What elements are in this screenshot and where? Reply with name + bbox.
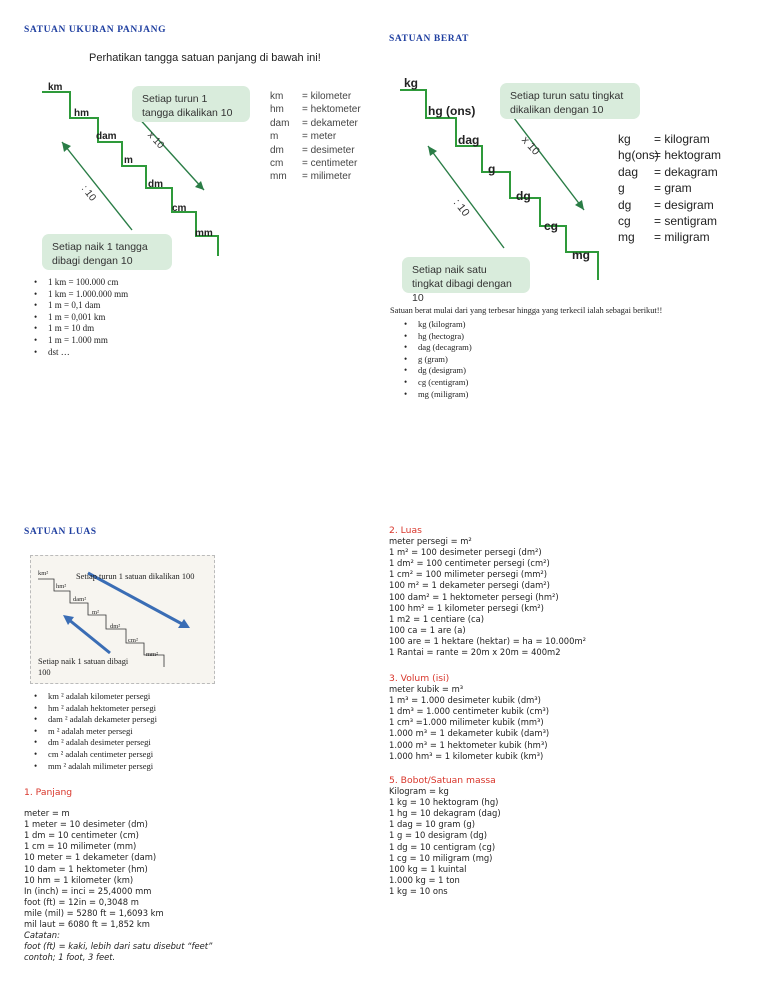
text-line: 1 dag = 10 gram (g) — [389, 819, 475, 830]
text-line: 10 hm = 1 kilometer (km) — [24, 874, 134, 885]
luas-step-m2: m² — [92, 609, 100, 616]
section-heading: 1. Panjang — [24, 787, 73, 798]
berat-step-kg: kg — [404, 76, 419, 90]
note-line: Catatan: — [24, 930, 60, 941]
list-item: • hg (hectogra) — [400, 331, 472, 343]
berat-step-dg: dg — [516, 189, 531, 203]
list-item: • 1 m = 0,1 dam — [30, 300, 128, 312]
section-heading: 5. Bobot/Satuan massa — [389, 775, 496, 786]
luas-step-cm2: cm² — [128, 637, 138, 644]
berat-x10-label: x 10 — [518, 134, 542, 158]
berat-step-hg: hg (ons) — [428, 104, 476, 118]
section-bobot — [389, 775, 501, 897]
legend-row: cm = centimeter — [270, 158, 358, 170]
legend-row: hg(ons)= hektogram — [618, 148, 722, 163]
text-line: foot (ft) = 12in = 0,3048 m — [24, 896, 139, 907]
text-line: 1 dg = 10 centigram (cg) — [389, 841, 496, 852]
list-item: • dm ² adalah desimeter persegi — [30, 737, 157, 749]
panjang-step-dam: dam — [96, 131, 117, 142]
luas-step-dm2: dm² — [110, 623, 121, 630]
text-line: 1 m2 = 1 centiare (ca) — [389, 613, 484, 624]
list-item: • 1 m = 0,001 km — [30, 312, 128, 324]
berat-callout-down: Setiap turun satu tingkat dikalikan dengan 10 — [500, 83, 640, 119]
text-line: meter = m — [24, 808, 70, 819]
berat-callout-up: Setiap naik satu tingkat dibagi dengan 10 — [402, 257, 530, 293]
panjang-x10-label: x 10 — [145, 129, 166, 152]
text-line: 1.000 kg = 1 ton — [389, 874, 460, 885]
section-heading: 2. Luas — [389, 525, 422, 536]
text-line: 100 hm² = 1 kilometer persegi (km²) — [389, 602, 544, 613]
panjang-callout-down: Setiap turun 1 tangga dikalikan 10 — [132, 86, 250, 122]
list-item: • cm ² adalah centimeter persegi — [30, 749, 157, 761]
text-line: meter persegi = m² — [389, 536, 472, 547]
note-line: foot (ft) = kaki, lebih dari satu disebut “feet” — [24, 941, 213, 952]
luas-step-hm2: hm² — [56, 583, 67, 590]
note-line: contoh; 1 foot, 3 feet. — [24, 952, 116, 963]
legend-row: mm = milimeter — [270, 171, 352, 183]
legend-row: hm = hektometer — [270, 104, 361, 116]
list-item: • cg (centigram) — [400, 377, 472, 389]
panjang-step-m: m — [124, 155, 133, 166]
text-line: meter kubik = m³ — [389, 684, 464, 695]
list-item: • dg (desigram) — [400, 365, 472, 377]
panjang-instruction: Perhatikan tangga satuan panjang di bawah ini! — [89, 52, 321, 64]
section-luas — [389, 525, 586, 658]
luas-title: SATUAN LUAS — [24, 527, 97, 537]
text-line: 100 ca = 1 are (a) — [389, 624, 466, 635]
text-line: 10 meter = 1 dekameter (dam) — [24, 852, 157, 863]
berat-step-dag: dag — [458, 133, 480, 147]
berat-bullets — [400, 319, 472, 400]
berat-intro: Satuan berat mulai dari yang terbesar hingga yang terkecil ialah sebagai berikut!! — [390, 306, 663, 315]
text-line: 1 Rantai = rante = 20m x 20m = 400m2 — [389, 647, 561, 658]
text-line: 100 m² = 1 dekameter persegi (dam²) — [389, 580, 550, 591]
luas-up-arrow — [68, 619, 110, 653]
list-item: • mg (miligram) — [400, 389, 472, 401]
list-item: • g (gram) — [400, 354, 472, 366]
list-item: • 1 km = 1.000.000 mm — [30, 289, 128, 301]
text-line: Kilogram = kg — [389, 786, 449, 797]
berat-legend — [618, 131, 721, 246]
text-line: 1 cm³ =1.000 milimeter kubik (mm³) — [389, 717, 544, 728]
legend-row: mg = miligram — [618, 230, 710, 245]
berat-title: SATUAN BERAT — [389, 34, 469, 44]
text-line: 1 m³ = 1.000 desimeter kubik (dm³) — [389, 695, 541, 706]
legend-row: m = meter — [270, 131, 337, 143]
section-panjang — [24, 787, 212, 963]
legend-row: cg = sentigram — [618, 214, 718, 229]
panjang-step-km: km — [48, 82, 63, 93]
panjang-legend — [270, 90, 361, 184]
text-line: 1 dm² = 100 centimeter persegi (cm²) — [389, 558, 550, 569]
list-item: • km ² adalah kilometer persegi — [30, 691, 157, 703]
list-item: • 1 m = 10 dm — [30, 323, 128, 335]
text-line: 1 hg = 10 dekagram (dag) — [389, 808, 501, 819]
text-line: 1 kg = 10 hektogram (hg) — [389, 797, 499, 808]
list-item: • dst … — [30, 347, 128, 359]
section-volum — [389, 673, 549, 762]
text-line: 1 dm = 10 centimeter (cm) — [24, 830, 139, 841]
legend-row: g = gram — [618, 181, 692, 196]
text-line: 1 kg = 10 ons — [389, 885, 448, 896]
text-line: 10 dam = 1 hektometer (hm) — [24, 863, 148, 874]
legend-row: dg = desigram — [618, 197, 714, 212]
text-line: 1.000 hm³ = 1 kilometer kubik (km³) — [389, 750, 544, 761]
panjang-bullets — [30, 277, 128, 358]
berat-step-mg: mg — [572, 248, 590, 262]
luas-step-dam2: dam² — [73, 596, 87, 603]
panjang-title: SATUAN UKURAN PANJANG — [24, 25, 167, 35]
text-line: 1 g = 10 desigram (dg) — [389, 830, 488, 841]
list-item: • dag (decagram) — [400, 342, 472, 354]
luas-step-mm2: mm² — [146, 651, 159, 658]
text-line: 1 cg = 10 miligram (mg) — [389, 852, 493, 863]
text-line: 1.000 m³ = 1 hektometer kubik (hm³) — [389, 739, 548, 750]
text-line: 1 m² = 100 desimeter persegi (dm²) — [389, 547, 542, 558]
legend-row: km = kilometer — [270, 91, 352, 102]
luas-caption-down: Setiap turun 1 satuan dikalikan 100 — [76, 572, 195, 581]
text-line: 1 cm² = 100 milimeter persegi (mm²) — [389, 569, 548, 580]
berat-step-cg: cg — [544, 219, 559, 233]
text-line: In (inch) = inci = 25,4000 mm — [24, 885, 152, 896]
text-line: 100 dam² = 1 hektometer persegi (hm²) — [389, 591, 559, 602]
text-line: 1 meter = 10 desimeter (dm) — [24, 819, 148, 830]
panjang-step-cm: cm — [172, 203, 187, 214]
list-item: • 1 m = 1.000 mm — [30, 335, 128, 347]
panjang-step-mm: mm — [195, 228, 213, 239]
legend-row: dag = dekagram — [618, 164, 718, 179]
list-item: • mm ² adalah milimeter persegi — [30, 761, 157, 773]
panjang-step-hm: hm — [74, 108, 89, 119]
list-item: • kg (kilogram) — [400, 319, 472, 331]
legend-row: dm = desimeter — [270, 144, 355, 156]
panjang-div10-label: : 10 — [78, 183, 98, 204]
luas-caption-up: Setiap naik 1 satuan dibagi 100 — [38, 657, 129, 677]
list-item: • m ² adalah meter persegi — [30, 726, 157, 738]
section-heading: 3. Volum (isi) — [389, 673, 450, 684]
list-item: • 1 km = 100.000 cm — [30, 277, 128, 289]
text-line: 1 cm = 10 milimeter (mm) — [24, 841, 137, 852]
panjang-step-dm: dm — [148, 179, 163, 190]
list-item: • dam ² adalah dekameter persegi — [30, 714, 157, 726]
legend-row: dam = dekameter — [270, 117, 358, 129]
text-line: 100 kg = 1 kuintal — [389, 863, 467, 874]
luas-step-km2: km² — [38, 570, 49, 577]
text-line: 1.000 m³ = 1 dekameter kubik (dam³) — [389, 728, 550, 739]
berat-step-g: g — [488, 162, 496, 176]
text-line: 1 dm³ = 1.000 centimeter kubik (cm³) — [389, 706, 550, 717]
panjang-callout-up: Setiap naik 1 tangga dibagi dengan 10 — [42, 234, 172, 270]
text-line: 100 are = 1 hektare (hektar) = ha = 10.000m² — [389, 635, 586, 646]
luas-bullets — [30, 691, 157, 772]
legend-row: kg = kilogram — [618, 132, 710, 146]
list-item: • hm ² adalah hektometer persegi — [30, 703, 157, 715]
text-line: mile (mil) = 5280 ft = 1,6093 km — [24, 907, 164, 918]
text-line: mil laut = 6080 ft = 1,852 km — [24, 919, 150, 930]
berat-div10-label: : 10 — [450, 197, 472, 219]
